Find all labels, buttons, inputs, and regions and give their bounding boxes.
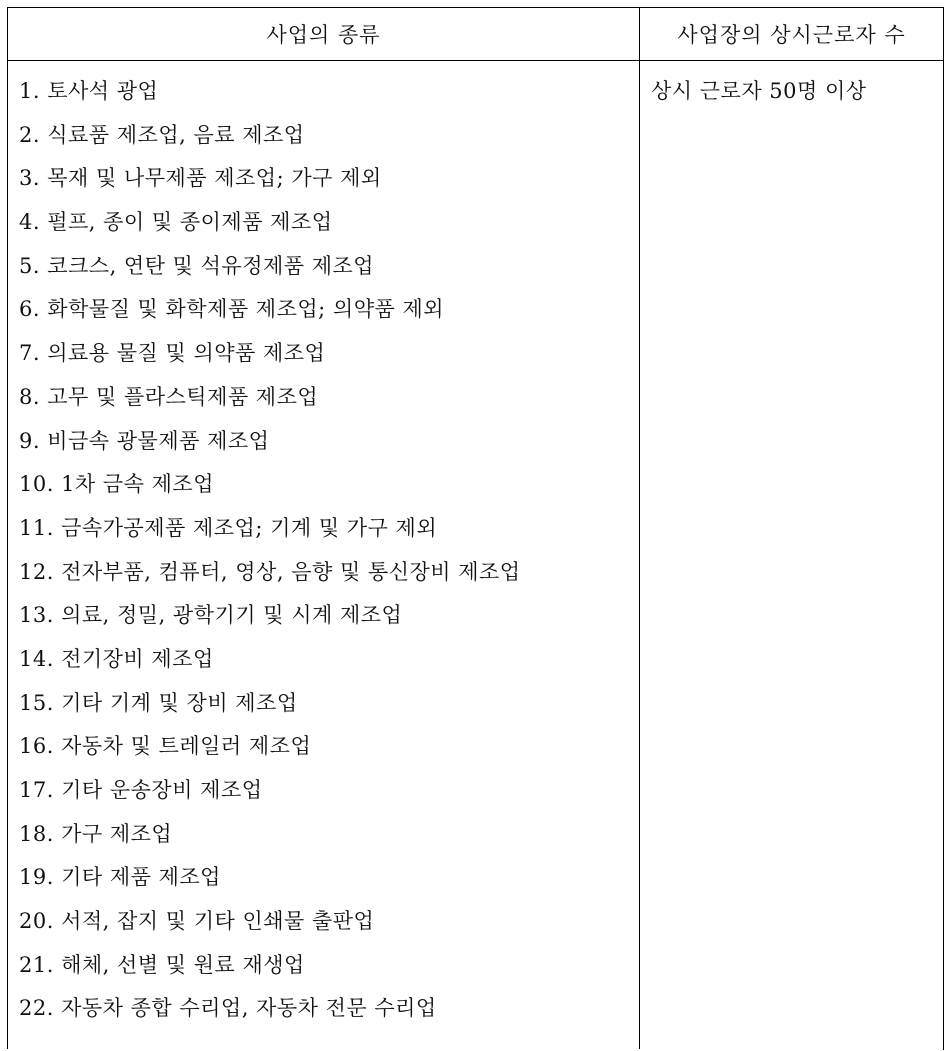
- list-item: 3. 목재 및 나무제품 제조업; 가구 제외: [19, 166, 382, 191]
- worker-threshold-text: 상시 근로자 50명 이상: [651, 79, 867, 103]
- worker-threshold-cell: [640, 61, 944, 1050]
- list-item: 19. 기타 제품 제조업: [19, 865, 221, 890]
- business-type-list: [8, 61, 639, 1031]
- list-item: 13. 의료, 정밀, 광학기기 및 시계 제조업: [19, 603, 403, 628]
- list-item: 4. 펄프, 종이 및 종이제품 제조업: [19, 210, 333, 235]
- list-item: 5. 코크스, 연탄 및 석유정제품 제조업: [19, 253, 375, 278]
- business-type-cell: [8, 61, 640, 1050]
- list-item: 14. 전기장비 제조업: [19, 646, 214, 671]
- list-item: 9. 비금속 광물제품 제조업: [19, 428, 270, 453]
- list-item: 17. 기타 운송장비 제조업: [19, 778, 263, 802]
- list-item: 8. 고무 및 플라스틱제품 제조업: [19, 384, 319, 409]
- list-item: 16. 자동차 및 트레일러 제조업: [19, 734, 312, 759]
- list-item: 2. 식료품 제조업, 음료 제조업: [19, 122, 305, 147]
- list-item: 7. 의료용 물질 및 의약품 제조업: [19, 341, 326, 366]
- list-item: 10. 1차 금속 제조업: [19, 472, 214, 497]
- table-header-row: [8, 8, 944, 61]
- list-item: 11. 금속가공제품 제조업; 기계 및 가구 제외: [19, 515, 438, 540]
- list-item: 6. 화학물질 및 화학제품 제조업; 의약품 제외: [19, 297, 445, 322]
- list-item: 15. 기타 기계 및 장비 제조업: [19, 690, 298, 715]
- header-business-type: 사업의 종류: [8, 8, 640, 61]
- header-regular-workers: 사업장의 상시근로자 수: [640, 8, 944, 61]
- list-item: 18. 가구 제조업: [19, 821, 173, 846]
- list-item: 1. 토사석 광업: [19, 79, 159, 103]
- list-item: 21. 해체, 선별 및 원료 재생업: [19, 952, 305, 977]
- business-type-table: [7, 7, 944, 1050]
- table-body-row: [8, 61, 944, 1050]
- list-item: 20. 서적, 잡지 및 기타 인쇄물 출판업: [19, 909, 375, 934]
- list-item: 12. 전자부품, 컴퓨터, 영상, 음향 및 통신장비 제조업: [19, 559, 521, 584]
- list-item: 22. 자동차 종합 수리업, 자동차 전문 수리업: [19, 996, 437, 1021]
